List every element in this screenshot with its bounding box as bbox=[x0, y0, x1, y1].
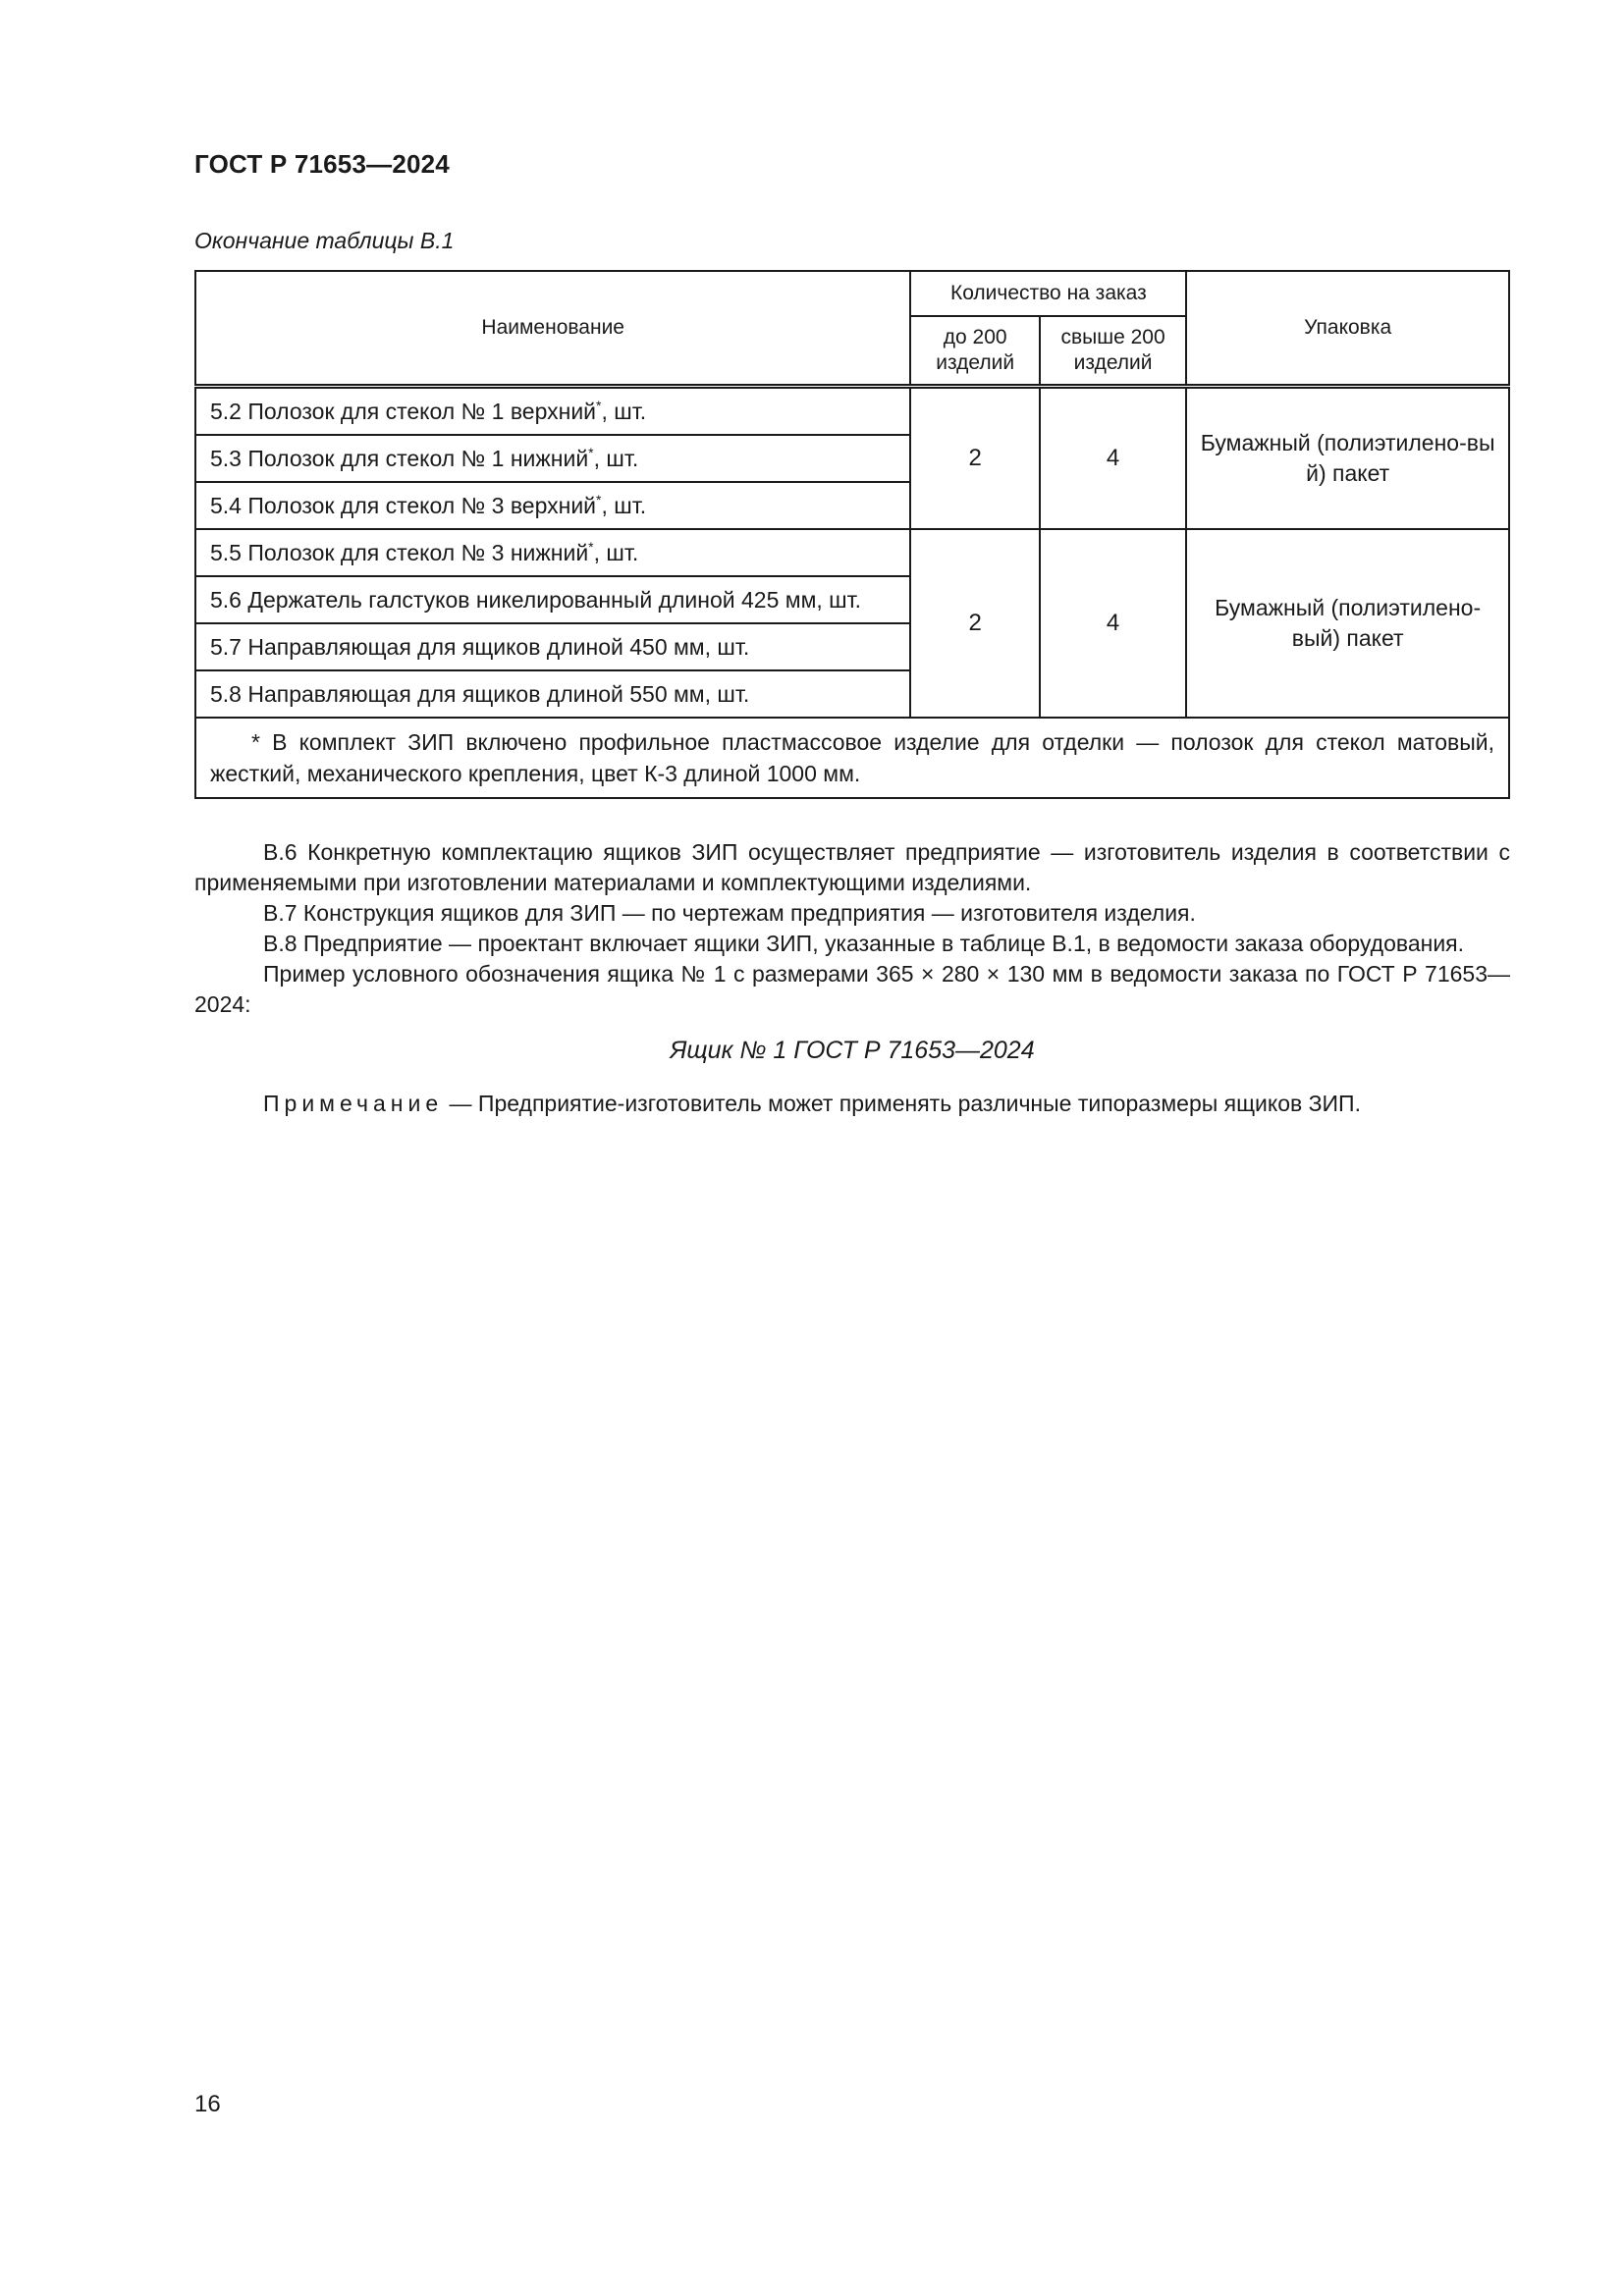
spec-table bbox=[194, 270, 1510, 799]
table-row bbox=[195, 387, 1509, 436]
qty-over-200: 4 bbox=[1040, 529, 1186, 718]
row-name: 5.7 Направляющая для ящиков длиной 450 мм, шт. bbox=[195, 623, 910, 670]
paragraph-example: Пример условного обозначения ящика № 1 с размерами 365 × 280 × 130 мм в ведомости заказа по ГОСТ Р 71653—2024: bbox=[194, 961, 1510, 1017]
document-header-code: ГОСТ Р 71653—2024 bbox=[194, 149, 450, 179]
packaging-cell bbox=[1186, 387, 1509, 530]
header-name: Наименование bbox=[195, 271, 910, 387]
row-unit: , шт. bbox=[593, 445, 639, 471]
qty-up-to-200: 2 bbox=[910, 529, 1040, 718]
body-text bbox=[194, 837, 1510, 1020]
footnote-mark: * bbox=[588, 444, 594, 460]
row-name-text: 5.5 Полозок для стекол № 3 нижний bbox=[210, 539, 589, 565]
row-name-text: 5.4 Полозок для стекол № 3 верхний bbox=[210, 492, 597, 518]
header-up-to-200: до 200 изделий bbox=[910, 316, 1040, 387]
packaging-cell bbox=[1186, 529, 1509, 718]
row-name-text: 5.2 Полозок для стекол № 1 верхний bbox=[210, 398, 597, 424]
row-name bbox=[195, 482, 910, 529]
paragraph-b7: В.7 Конструкция ящиков для ЗИП — по чертежам предприятия — изготовителя изделия. bbox=[263, 900, 1196, 926]
row-name bbox=[195, 387, 910, 436]
footnote-mark: * bbox=[596, 491, 602, 507]
row-name bbox=[195, 435, 910, 482]
paragraph-b6: В.6 Конкретную комплектацию ящиков ЗИП осуществляет предприятие — изготовитель изделия в соответствии с применяемыми при изготовлении материалами и комплектующими изделиями. bbox=[194, 839, 1510, 895]
note-label: Примечание bbox=[263, 1091, 444, 1116]
packaging-text: Бумажный (полиэтилено-вый) пакет bbox=[1200, 430, 1495, 486]
row-name bbox=[195, 529, 910, 576]
page-number: 16 bbox=[194, 2091, 221, 2117]
qty-over-200: 4 bbox=[1040, 387, 1186, 530]
row-unit: , шт. bbox=[601, 398, 647, 424]
header-packaging: Упаковка bbox=[1186, 271, 1509, 387]
row-name-text: 5.3 Полозок для стекол № 1 нижний bbox=[210, 445, 589, 471]
footnote-mark: * bbox=[588, 538, 594, 555]
header-over-200: свыше 200 изделий bbox=[1040, 316, 1186, 387]
note-text: — Предприятие-изготовитель может применять различные типоразмеры ящиков ЗИП. bbox=[443, 1091, 1361, 1116]
row-unit: , шт. bbox=[601, 492, 647, 518]
footnote-mark: * bbox=[596, 397, 602, 413]
paragraph-b8: В.8 Предприятие — проектант включает ящики ЗИП, указанные в таблице В.1, в ведомости заказа оборудования. bbox=[263, 931, 1465, 956]
header-quantity: Количество на заказ bbox=[910, 271, 1186, 316]
row-name: 5.6 Держатель галстуков никелированный длиной 425 мм, шт. bbox=[195, 576, 910, 623]
table-row bbox=[195, 529, 1509, 576]
table-caption: Окончание таблицы В.1 bbox=[194, 228, 455, 253]
table-header-row bbox=[195, 271, 1509, 316]
qty-up-to-200: 2 bbox=[910, 387, 1040, 530]
table-footnote: * В комплект ЗИП включено профильное пластмассовое изделие для отделки — полозок для стекол матовый, жесткий, механического крепления, цвет К-3 длиной 1000 мм. bbox=[195, 718, 1509, 798]
note bbox=[263, 1091, 1361, 1117]
table-footnote-row bbox=[195, 718, 1509, 798]
row-name: 5.8 Направляющая для ящиков длиной 550 мм, шт. bbox=[195, 670, 910, 718]
packaging-text: Бумажный (полиэтилено-вый) пакет bbox=[1215, 595, 1482, 651]
row-unit: , шт. bbox=[593, 539, 639, 565]
example-designation: Ящик № 1 ГОСТ Р 71653—2024 bbox=[670, 1037, 1035, 1064]
